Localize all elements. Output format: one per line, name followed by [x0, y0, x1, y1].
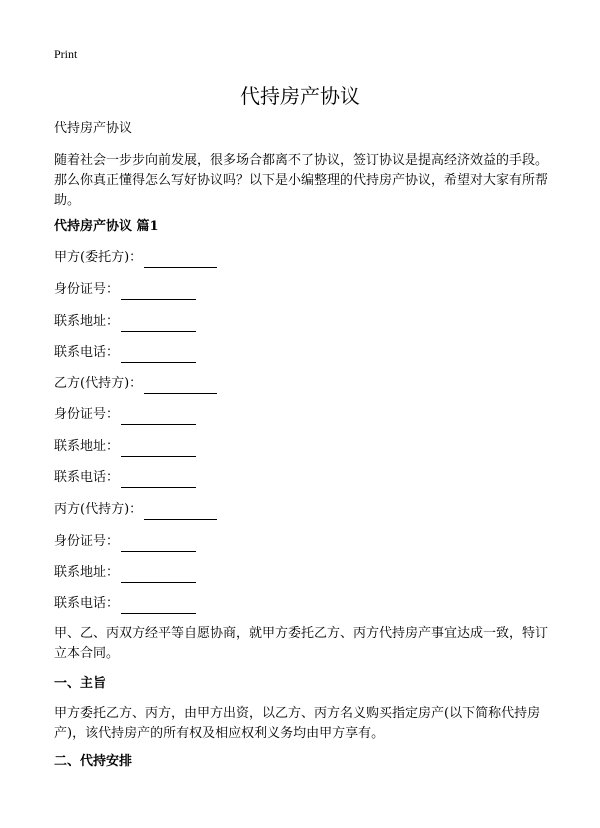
party-b-name-field — [54, 374, 217, 394]
blank-line — [121, 317, 196, 332]
blank-line — [144, 253, 217, 268]
blank-line — [144, 505, 217, 520]
field-label: 甲方(委托方)： — [54, 250, 143, 265]
party-a-phone-field — [54, 343, 196, 363]
party-c-address-field — [54, 563, 196, 583]
party-c-phone-field — [54, 594, 196, 614]
blank-line — [121, 285, 196, 300]
clause-2-heading: 二、代持安排 — [54, 754, 133, 769]
field-label: 身份证号： — [54, 407, 120, 422]
field-label: 联系地址： — [54, 439, 120, 454]
blank-line — [121, 537, 196, 552]
blank-line — [121, 568, 196, 583]
section-title: 代持房产协议 篇1 — [54, 219, 159, 234]
clause-1-paragraph: 甲方委托乙方、丙方，由甲方出资，以乙方、丙方名义购买指定房产(以下简称代持房产)，该代持房产的所有权及相应权利义务均由甲方享有。 — [54, 706, 541, 741]
print-link[interactable]: Print — [54, 47, 78, 61]
party-a-name-field — [54, 248, 217, 268]
field-label: 联系地址： — [54, 565, 120, 580]
party-c-name-field — [54, 500, 217, 520]
field-label: 身份证号： — [54, 282, 120, 297]
field-label: 身份证号： — [54, 534, 120, 549]
blank-line — [121, 410, 196, 425]
blank-line — [121, 348, 196, 363]
blank-line — [121, 442, 196, 457]
document-subtitle: 代持房产协议 — [54, 121, 133, 136]
field-label: 乙方(代持方)： — [54, 376, 143, 391]
agreement-paragraph: 甲、乙、丙双方经平等自愿协商，就甲方委托乙方、丙方代持房产事宜达成一致，特订立本合同。 — [54, 626, 549, 661]
page-title: 代持房产协议 — [240, 84, 360, 108]
blank-line — [121, 473, 196, 488]
field-label: 联系电话： — [54, 470, 120, 485]
field-label: 联系电话： — [54, 596, 120, 611]
party-b-id-field — [54, 405, 196, 425]
party-a-id-field — [54, 280, 196, 300]
field-label: 联系电话： — [54, 345, 120, 360]
clause-1-heading: 一、主旨 — [54, 676, 107, 691]
intro-paragraph: 随着社会一步步向前发展，很多场合都离不了协议，签订协议是提高经济效益的手段。那么你真正懂得怎么写好协议吗？以下是小编整理的代持房产协议，希望对大家有所帮助。 — [54, 153, 549, 208]
field-label: 丙方(代持方)： — [54, 502, 143, 517]
field-label: 联系地址： — [54, 314, 120, 329]
party-b-phone-field — [54, 468, 196, 488]
party-b-address-field — [54, 437, 196, 457]
party-a-address-field — [54, 312, 196, 332]
blank-line — [121, 599, 196, 614]
blank-line — [144, 379, 217, 394]
party-c-id-field — [54, 532, 196, 552]
